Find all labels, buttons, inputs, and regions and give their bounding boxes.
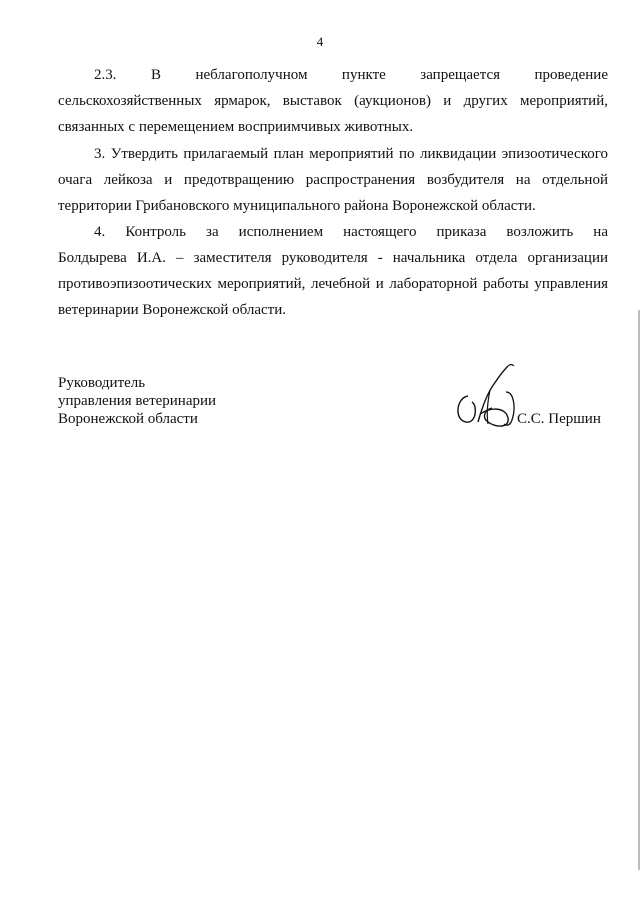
signatory-position [58, 374, 216, 428]
paragraph-line: очага лейкоза и предотвращению распространения возбудителя на отдельной [58, 172, 608, 188]
position-line: Руководитель [58, 375, 146, 391]
paragraph-2-3 [58, 62, 608, 140]
paragraph-line: территории Грибановского муниципального района Воронежской области. [58, 198, 536, 214]
paragraph-3 [58, 141, 608, 219]
paragraph-line: Болдырева И.А. – заместителя руководителя - начальника отдела организации [58, 250, 608, 266]
page-number: 4 [316, 34, 324, 49]
scan-edge-artifact [636, 310, 640, 870]
paragraph-line: ветеринарии Воронежской области. [58, 302, 287, 318]
signatory-name: С.С. Першин [517, 411, 601, 427]
paragraph-line: 2.3. В неблагополучном пункте запрещается проведение [94, 67, 608, 83]
paragraph-line: противоэпизоотических мероприятий, лечебной и лабораторной работы управления [58, 276, 608, 292]
position-line: Воронежской области [58, 411, 198, 427]
handwritten-signature [448, 362, 528, 434]
paragraph-4 [58, 219, 608, 323]
paragraph-line: 4. Контроль за исполнением настоящего приказа возложить на [94, 224, 608, 240]
position-line: управления ветеринарии [58, 393, 217, 409]
paragraph-line: сельскохозяйственных ярмарок, выставок (аукционов) и других мероприятий, [58, 93, 608, 109]
paragraph-line: связанных с перемещением восприимчивых животных. [58, 119, 414, 135]
paragraph-line: 3. Утвердить прилагаемый план мероприятий по ликвидации эпизоотического [94, 146, 608, 162]
